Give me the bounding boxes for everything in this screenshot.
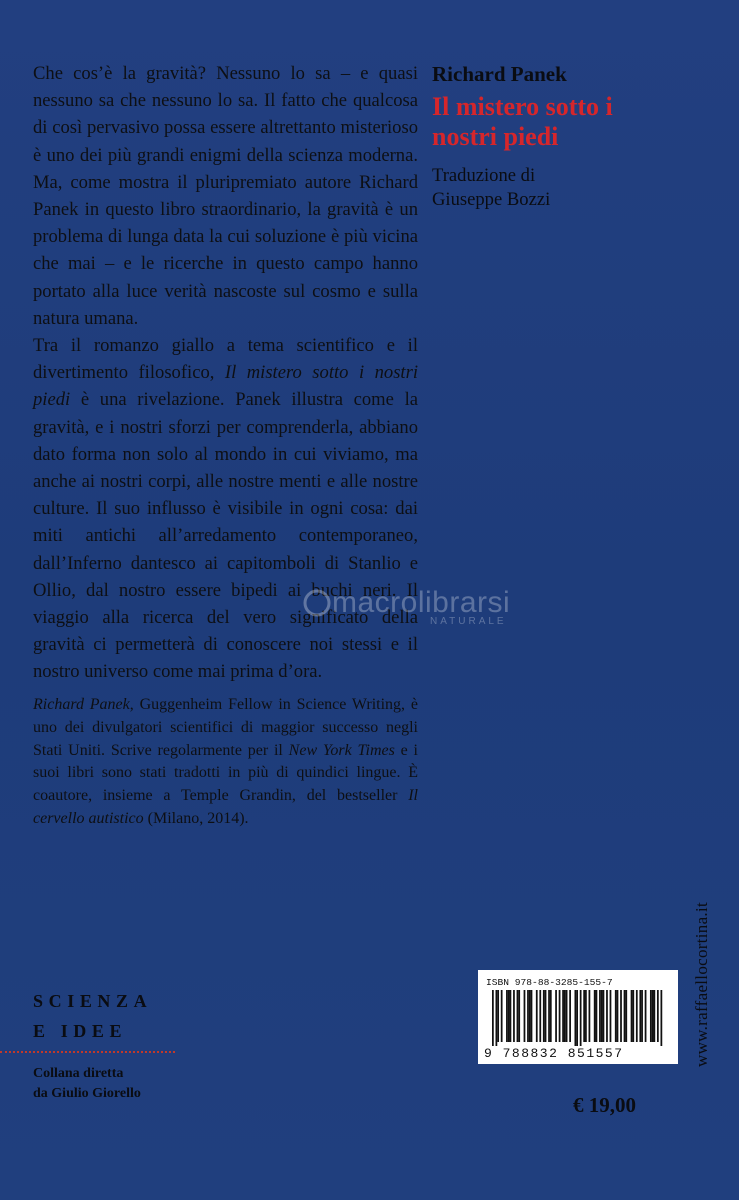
watermark-leaf-icon [302,588,332,618]
watermark-logo [302,586,510,620]
bio-part-2: e i suoi libri sono stati tradotti in più di quindici lingue. È coautore, insieme a Temple Grandin, del bestseller [33,741,419,805]
series-name [33,986,173,1046]
translation-label: Traduzione di [432,165,536,186]
collana-line-1: Collana diretta [33,1066,124,1081]
bio-part-3: (Milano, 2014). [143,809,249,827]
bio-author-name: Richard Panek [33,696,130,713]
collana-line-2: da Giulio Giorello [33,1086,141,1101]
series-divider [0,1051,175,1053]
watermark-brand: macrolibrarsi [332,586,511,619]
price: € 19,00 [573,1093,636,1117]
watermark-tagline: NATURALE [430,616,507,627]
blurb-p2-start: Tra il romanzo giallo a tema scientifico e il divertimento filosofico, [33,335,418,384]
barcode-bars [492,990,664,1046]
blurb-p2-book-title: Il mistero sotto i nostri piedi [33,362,418,411]
barcode [478,970,678,1064]
bio-newspaper: New York Times [288,741,395,759]
bio-part-1: , Guggenheim Fellow in Science Writing, è uno dei divulgatori scientifici di maggior successo negli Stati Uniti. Scrive regolarmente per il [33,696,418,759]
author-bio [33,694,418,831]
series-line-1: SCIENZA [33,991,153,1011]
series-editor [33,1064,233,1104]
watermark [302,586,510,627]
series-line-2: E IDEE [33,1021,128,1041]
isbn-text: ISBN 978-88-3285-155-7 [486,977,613,988]
publisher-url: www.raffaellocortina.it [692,901,711,1067]
bio-book-title: Il cervello autistico [33,787,418,827]
translator-name: Giuseppe Bozzi [432,189,551,210]
blurb-p2-rest: è una rivelazione. Panek illustra come la gravità, e i nostri sforzi per comprenderla, abbiano dato forma non solo al mondo in cui viviamo, ma anche ai nostri corpi, alle nostre menti e alle nostre culture. Il suo influsso è visibile in ogni cosa: dai miti antichi all’arredamento contemporaneo, dall’Inferno dantesco ai capitomboli di Stanlio e Ollio, dal nostro essere bipedi ai buchi neri. Il viaggio alla ricerca del vero significato della gravità ci permetterà di conoscere noi stessi e il nostro universo come mai prima d’ora. [33,389,418,683]
author-bio-paragraph [33,694,418,831]
author-name: Richard Panek [432,62,567,86]
translation-credit [432,164,632,212]
book-title: Il mistero sotto i nostri piedi [432,92,613,151]
ean-number: 9 788832 851557 [484,1046,624,1061]
blurb-paragraph-2 [33,332,418,686]
blurb-paragraph-1: Che cos’è la gravità? Nessuno lo sa – e quasi nessuno sa che nessuno lo sa. Il fatto che qualcosa di così pervasivo possa essere altrettanto misterioso è uno dei più grandi enigmi della scienza moderna. Ma, come mostra il pluripremiato autore Richard Panek in questo libro straordinario, la gravità è un problema di lunga data la cui soluzione è più vicina che mai – e le ricerche in questo campo hanno portato alla luce verità nascoste sul cosmo e sulla natura umana. [33,63,418,329]
